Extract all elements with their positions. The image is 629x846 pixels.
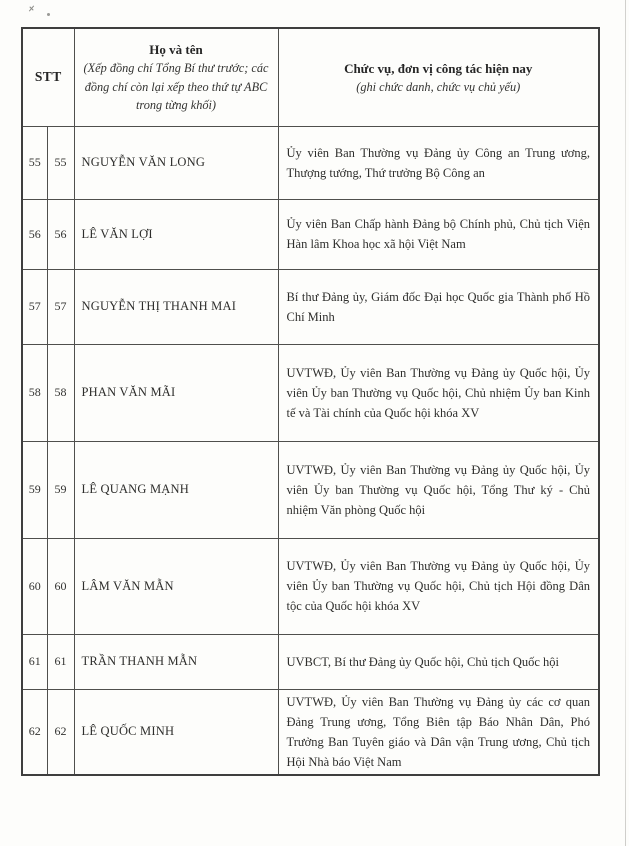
table-row xyxy=(22,689,599,775)
scan-artifact-cross xyxy=(28,5,35,12)
table-header-row xyxy=(22,28,599,126)
row-number-secondary: 61 xyxy=(47,634,74,689)
person-name: LÊ VĂN LỢI xyxy=(74,199,278,269)
row-number-secondary: 58 xyxy=(47,344,74,441)
person-name: LÊ QUỐC MINH xyxy=(74,689,278,775)
person-position: UVTWĐ, Ủy viên Ban Thường vụ Đảng ủy Quốc hội, Ủy viên Ủy ban Thường vụ Quốc hội, Chủ nhiệm Ủy ban Kinh tế và Tài chính của Quốc hội khóa XV xyxy=(278,344,599,441)
page-edge-shadow xyxy=(625,0,626,846)
person-position: UVTWĐ, Ủy viên Ban Thường vụ Đảng ủy Quốc hội, Ủy viên Ủy ban Thường vụ Quốc hội, Chủ tịch Hội đồng Dân tộc của Quốc hội khóa XV xyxy=(278,538,599,634)
person-position: UVTWĐ, Ủy viên Ban Thường vụ Đảng ủy Quốc hội, Ủy viên Ủy ban Thường vụ Quốc hội, Tổng Thư ký - Chủ nhiệm Văn phòng Quốc hội xyxy=(278,441,599,538)
row-number: 59 xyxy=(22,441,47,538)
header-name-note: (Xếp đồng chí Tổng Bí thư trước; các đồng chí còn lại xếp theo thứ tự ABC trong từng khối) xyxy=(83,61,269,112)
header-position xyxy=(278,28,599,126)
row-number: 60 xyxy=(22,538,47,634)
person-position: UVBCT, Bí thư Đảng ủy Quốc hội, Chủ tịch Quốc hội xyxy=(278,634,599,689)
person-name: NGUYỄN VĂN LONG xyxy=(74,126,278,199)
person-name: LÂM VĂN MẪN xyxy=(74,538,278,634)
row-number-secondary: 56 xyxy=(47,199,74,269)
header-position-title: Chức vụ, đơn vị công tác hiện nay xyxy=(344,60,533,76)
row-number-secondary: 55 xyxy=(47,126,74,199)
row-number: 56 xyxy=(22,199,47,269)
row-number: 55 xyxy=(22,126,47,199)
person-name: LÊ QUANG MẠNH xyxy=(74,441,278,538)
person-position: UVTWĐ, Ủy viên Ban Thường vụ Đảng ủy các cơ quan Đảng Trung ương, Tổng Biên tập Báo Nhân Dân, Phó Trưởng Ban Tuyên giáo và Dân vận Trung ương, Chủ tịch Hội Nhà báo Việt Nam xyxy=(278,689,599,775)
table-row xyxy=(22,441,599,538)
row-number-secondary: 57 xyxy=(47,269,74,344)
header-name-title: Họ và tên xyxy=(149,42,203,57)
row-number: 58 xyxy=(22,344,47,441)
header-stt: STT xyxy=(22,28,74,126)
person-position: Bí thư Đảng ủy, Giám đốc Đại học Quốc gia Thành phố Hồ Chí Minh xyxy=(278,269,599,344)
row-number: 57 xyxy=(22,269,47,344)
scan-artifact-dot xyxy=(47,13,50,16)
person-name: PHAN VĂN MÃI xyxy=(74,344,278,441)
person-name: TRẦN THANH MẪN xyxy=(74,634,278,689)
table-row xyxy=(22,634,599,689)
table-row xyxy=(22,126,599,199)
personnel-table xyxy=(21,27,600,776)
row-number: 62 xyxy=(22,689,47,775)
header-name xyxy=(74,28,278,126)
row-number-secondary: 62 xyxy=(47,689,74,775)
person-position: Ủy viên Ban Chấp hành Đảng bộ Chính phủ, Chủ tịch Viện Hàn lâm Khoa học xã hội Việt Nam xyxy=(278,199,599,269)
table-row xyxy=(22,269,599,344)
row-number-secondary: 59 xyxy=(47,441,74,538)
person-position: Ủy viên Ban Thường vụ Đảng ủy Công an Trung ương, Thượng tướng, Thứ trưởng Bộ Công an xyxy=(278,126,599,199)
row-number: 61 xyxy=(22,634,47,689)
person-name: NGUYỄN THỊ THANH MAI xyxy=(74,269,278,344)
table-row xyxy=(22,344,599,441)
table-row xyxy=(22,199,599,269)
table-row xyxy=(22,538,599,634)
header-position-note: (ghi chức danh, chức vụ chủ yếu) xyxy=(356,79,521,94)
row-number-secondary: 60 xyxy=(47,538,74,634)
